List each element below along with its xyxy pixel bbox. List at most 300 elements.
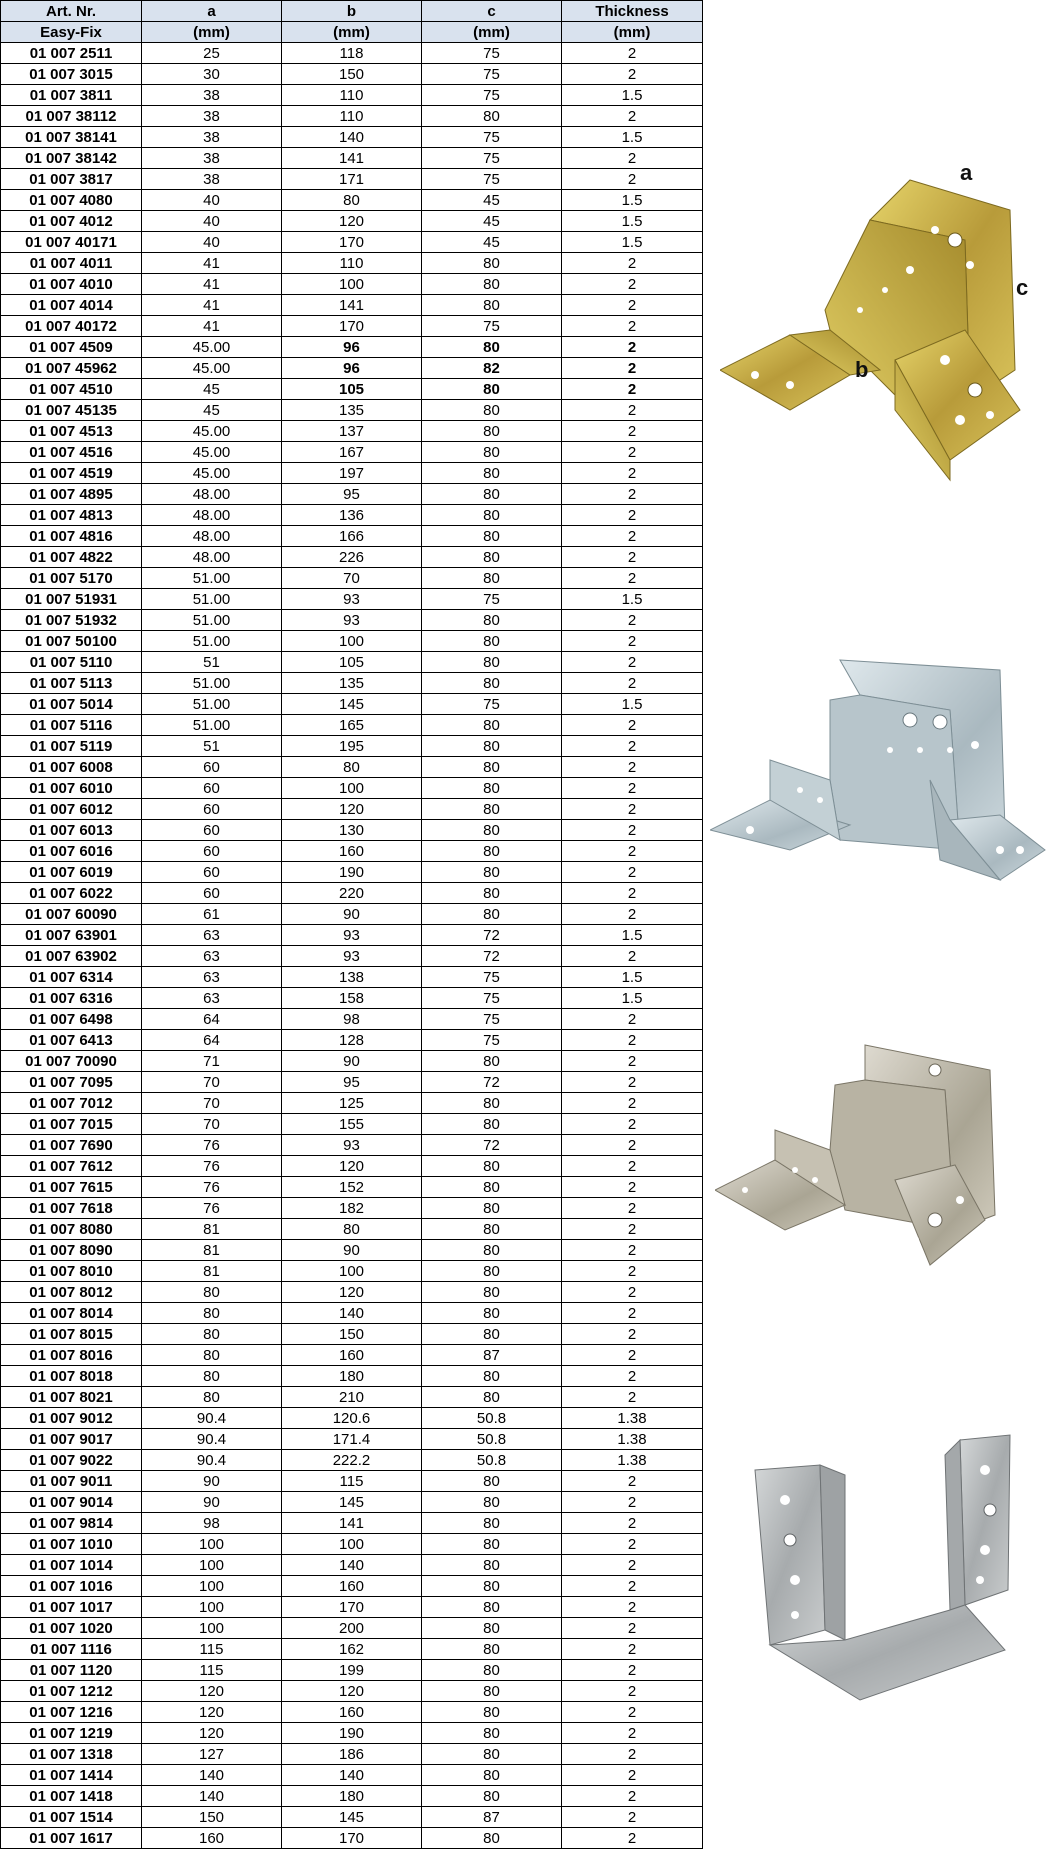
cell-b: 70	[282, 568, 422, 589]
cell-c: 80	[422, 1177, 562, 1198]
cell-a: 61	[142, 904, 282, 925]
cell-a: 51	[142, 652, 282, 673]
table-row	[1, 1303, 703, 1324]
cell-thickness: 2	[562, 505, 703, 526]
cell-a: 60	[142, 778, 282, 799]
cell-c: 80	[422, 841, 562, 862]
cell-a: 140	[142, 1786, 282, 1807]
cell-a: 115	[142, 1660, 282, 1681]
header-art-nr: Art. Nr.	[1, 1, 142, 22]
table-row	[1, 526, 703, 547]
table-row	[1, 274, 703, 295]
cell-art-nr: 01 007 1212	[1, 1681, 142, 1702]
cell-c: 80	[422, 526, 562, 547]
cell-art-nr: 01 007 8080	[1, 1219, 142, 1240]
cell-art-nr: 01 007 4509	[1, 337, 142, 358]
cell-art-nr: 01 007 1617	[1, 1828, 142, 1849]
table-row	[1, 568, 703, 589]
cell-thickness: 2	[562, 421, 703, 442]
cell-art-nr: 01 007 8016	[1, 1345, 142, 1366]
cell-b: 120	[282, 1156, 422, 1177]
cell-art-nr: 01 007 4813	[1, 505, 142, 526]
cell-b: 182	[282, 1198, 422, 1219]
cell-b: 190	[282, 862, 422, 883]
cell-a: 41	[142, 316, 282, 337]
cell-b: 140	[282, 1303, 422, 1324]
cell-art-nr: 01 007 4080	[1, 190, 142, 211]
cell-thickness: 2	[562, 1744, 703, 1765]
cell-b: 110	[282, 106, 422, 127]
cell-thickness: 2	[562, 1114, 703, 1135]
cell-b: 220	[282, 883, 422, 904]
cell-b: 141	[282, 1513, 422, 1534]
cell-thickness: 2	[562, 1219, 703, 1240]
cell-a: 63	[142, 967, 282, 988]
cell-c: 80	[422, 1366, 562, 1387]
cell-art-nr: 01 007 6498	[1, 1009, 142, 1030]
cell-a: 90.4	[142, 1450, 282, 1471]
cell-b: 135	[282, 400, 422, 421]
table-row	[1, 1240, 703, 1261]
cell-b: 120	[282, 211, 422, 232]
cell-art-nr: 01 007 38141	[1, 127, 142, 148]
cell-c: 75	[422, 967, 562, 988]
cell-thickness: 2	[562, 253, 703, 274]
cell-a: 80	[142, 1303, 282, 1324]
table-row	[1, 1786, 703, 1807]
cell-thickness: 1.5	[562, 589, 703, 610]
cell-a: 51.00	[142, 568, 282, 589]
cell-b: 199	[282, 1660, 422, 1681]
table-row	[1, 442, 703, 463]
cell-art-nr: 01 007 4519	[1, 463, 142, 484]
cell-c: 80	[422, 673, 562, 694]
cell-a: 45.00	[142, 358, 282, 379]
cell-art-nr: 01 007 1514	[1, 1807, 142, 1828]
header-easy-fix: Easy-Fix	[1, 22, 142, 43]
cell-c: 80	[422, 253, 562, 274]
cell-a: 60	[142, 799, 282, 820]
table-row	[1, 1723, 703, 1744]
cell-art-nr: 01 007 40171	[1, 232, 142, 253]
cell-a: 81	[142, 1261, 282, 1282]
table-row	[1, 1744, 703, 1765]
cell-b: 158	[282, 988, 422, 1009]
spec-table-body	[1, 1, 703, 1849]
cell-b: 100	[282, 1534, 422, 1555]
header-unit-c: (mm)	[422, 22, 562, 43]
cell-b: 160	[282, 1576, 422, 1597]
cell-b: 90	[282, 904, 422, 925]
label-c: c	[1016, 275, 1029, 300]
cell-b: 170	[282, 1828, 422, 1849]
cell-c: 80	[422, 778, 562, 799]
cell-art-nr: 01 007 1120	[1, 1660, 142, 1681]
table-row	[1, 841, 703, 862]
table-row	[1, 1114, 703, 1135]
cell-a: 76	[142, 1177, 282, 1198]
cell-b: 100	[282, 631, 422, 652]
cell-c: 50.8	[422, 1429, 562, 1450]
cell-thickness: 2	[562, 1660, 703, 1681]
cell-c: 80	[422, 862, 562, 883]
cell-b: 105	[282, 379, 422, 400]
cell-thickness: 2	[562, 841, 703, 862]
cell-a: 100	[142, 1618, 282, 1639]
cell-thickness: 2	[562, 1765, 703, 1786]
cell-thickness: 2	[562, 1366, 703, 1387]
cell-art-nr: 01 007 7615	[1, 1177, 142, 1198]
table-row	[1, 820, 703, 841]
cell-thickness: 2	[562, 358, 703, 379]
table-row	[1, 988, 703, 1009]
cell-a: 45.00	[142, 337, 282, 358]
cell-c: 80	[422, 1639, 562, 1660]
cell-a: 48.00	[142, 505, 282, 526]
table-row	[1, 967, 703, 988]
cell-c: 80	[422, 736, 562, 757]
cell-thickness: 1.5	[562, 211, 703, 232]
cell-art-nr: 01 007 9022	[1, 1450, 142, 1471]
cell-thickness: 2	[562, 1807, 703, 1828]
table-row	[1, 1093, 703, 1114]
cell-b: 93	[282, 1135, 422, 1156]
table-row	[1, 1471, 703, 1492]
cell-a: 63	[142, 925, 282, 946]
cell-a: 51.00	[142, 610, 282, 631]
cell-art-nr: 01 007 2511	[1, 43, 142, 64]
table-row	[1, 1555, 703, 1576]
cell-art-nr: 01 007 63901	[1, 925, 142, 946]
cell-b: 155	[282, 1114, 422, 1135]
table-row	[1, 799, 703, 820]
cell-a: 120	[142, 1723, 282, 1744]
table-row	[1, 1198, 703, 1219]
cell-art-nr: 01 007 4012	[1, 211, 142, 232]
cell-thickness: 2	[562, 1135, 703, 1156]
cell-art-nr: 01 007 1414	[1, 1765, 142, 1786]
cell-b: 140	[282, 1765, 422, 1786]
table-row	[1, 1429, 703, 1450]
cell-thickness: 2	[562, 1828, 703, 1849]
cell-thickness: 2	[562, 1324, 703, 1345]
cell-b: 118	[282, 43, 422, 64]
cell-thickness: 2	[562, 547, 703, 568]
cell-c: 80	[422, 1198, 562, 1219]
cell-c: 80	[422, 1282, 562, 1303]
cell-a: 40	[142, 211, 282, 232]
cell-c: 80	[422, 379, 562, 400]
cell-b: 100	[282, 1261, 422, 1282]
cell-b: 160	[282, 1345, 422, 1366]
cell-b: 110	[282, 85, 422, 106]
table-row	[1, 211, 703, 232]
cell-art-nr: 01 007 6012	[1, 799, 142, 820]
cell-thickness: 2	[562, 1681, 703, 1702]
cell-thickness: 1.38	[562, 1408, 703, 1429]
cell-c: 87	[422, 1345, 562, 1366]
cell-art-nr: 01 007 7612	[1, 1156, 142, 1177]
table-row	[1, 127, 703, 148]
cell-art-nr: 01 007 9017	[1, 1429, 142, 1450]
joist-hanger-galvanised-image	[750, 1430, 1020, 1720]
cell-thickness: 2	[562, 736, 703, 757]
cell-c: 80	[422, 1303, 562, 1324]
cell-art-nr: 01 007 45135	[1, 400, 142, 421]
cell-a: 76	[142, 1156, 282, 1177]
cell-art-nr: 01 007 7690	[1, 1135, 142, 1156]
cell-c: 72	[422, 946, 562, 967]
cell-a: 127	[142, 1744, 282, 1765]
cell-b: 120	[282, 1282, 422, 1303]
table-row	[1, 1576, 703, 1597]
cell-art-nr: 01 007 1016	[1, 1576, 142, 1597]
cell-c: 80	[422, 1702, 562, 1723]
cell-thickness: 2	[562, 379, 703, 400]
cell-art-nr: 01 007 6016	[1, 841, 142, 862]
cell-b: 80	[282, 190, 422, 211]
cell-b: 93	[282, 946, 422, 967]
cell-a: 70	[142, 1072, 282, 1093]
cell-art-nr: 01 007 38112	[1, 106, 142, 127]
table-row	[1, 1597, 703, 1618]
cell-art-nr: 01 007 4014	[1, 295, 142, 316]
cell-art-nr: 01 007 4816	[1, 526, 142, 547]
joist-hanger-steel-image	[715, 1040, 1015, 1280]
table-row	[1, 652, 703, 673]
cell-b: 200	[282, 1618, 422, 1639]
cell-art-nr: 01 007 3817	[1, 169, 142, 190]
cell-art-nr: 01 007 1219	[1, 1723, 142, 1744]
cell-a: 71	[142, 1051, 282, 1072]
table-row	[1, 43, 703, 64]
cell-art-nr: 01 007 4516	[1, 442, 142, 463]
cell-art-nr: 01 007 8021	[1, 1387, 142, 1408]
cell-c: 80	[422, 547, 562, 568]
label-a: a	[960, 160, 973, 185]
cell-a: 80	[142, 1345, 282, 1366]
cell-c: 80	[422, 1576, 562, 1597]
cell-c: 75	[422, 127, 562, 148]
cell-c: 72	[422, 1135, 562, 1156]
cell-c: 45	[422, 190, 562, 211]
cell-thickness: 2	[562, 757, 703, 778]
table-row	[1, 904, 703, 925]
cell-thickness: 1.5	[562, 85, 703, 106]
cell-thickness: 2	[562, 1471, 703, 1492]
table-row	[1, 694, 703, 715]
cell-a: 60	[142, 883, 282, 904]
cell-art-nr: 01 007 9011	[1, 1471, 142, 1492]
cell-thickness: 2	[562, 862, 703, 883]
table-row	[1, 1219, 703, 1240]
cell-b: 140	[282, 127, 422, 148]
cell-art-nr: 01 007 4510	[1, 379, 142, 400]
cell-art-nr: 01 007 1017	[1, 1597, 142, 1618]
cell-art-nr: 01 007 4010	[1, 274, 142, 295]
cell-thickness: 2	[562, 148, 703, 169]
cell-b: 100	[282, 274, 422, 295]
cell-c: 80	[422, 1093, 562, 1114]
table-row	[1, 1765, 703, 1786]
header-row-units	[1, 22, 703, 43]
cell-b: 120	[282, 1681, 422, 1702]
cell-a: 41	[142, 274, 282, 295]
table-row	[1, 715, 703, 736]
cell-c: 80	[422, 421, 562, 442]
table-row	[1, 1135, 703, 1156]
table-row	[1, 1282, 703, 1303]
cell-a: 76	[142, 1198, 282, 1219]
cell-art-nr: 01 007 1418	[1, 1786, 142, 1807]
cell-b: 138	[282, 967, 422, 988]
cell-b: 190	[282, 1723, 422, 1744]
cell-b: 145	[282, 694, 422, 715]
cell-art-nr: 01 007 5116	[1, 715, 142, 736]
cell-c: 80	[422, 1723, 562, 1744]
cell-art-nr: 01 007 63902	[1, 946, 142, 967]
table-row	[1, 862, 703, 883]
cell-c: 80	[422, 715, 562, 736]
cell-thickness: 2	[562, 1051, 703, 1072]
table-row	[1, 1618, 703, 1639]
cell-thickness: 2	[562, 820, 703, 841]
cell-a: 48.00	[142, 484, 282, 505]
cell-b: 145	[282, 1492, 422, 1513]
cell-thickness: 2	[562, 106, 703, 127]
cell-b: 93	[282, 610, 422, 631]
table-row	[1, 1072, 703, 1093]
header-c: c	[422, 1, 562, 22]
cell-c: 80	[422, 1051, 562, 1072]
cell-thickness: 2	[562, 1723, 703, 1744]
cell-b: 120.6	[282, 1408, 422, 1429]
cell-thickness: 2	[562, 1177, 703, 1198]
cell-art-nr: 01 007 1010	[1, 1534, 142, 1555]
table-row	[1, 1261, 703, 1282]
joist-hanger-gold-image	[720, 160, 1040, 490]
cell-art-nr: 01 007 9814	[1, 1513, 142, 1534]
cell-art-nr: 01 007 1216	[1, 1702, 142, 1723]
cell-art-nr: 01 007 3015	[1, 64, 142, 85]
table-row	[1, 1534, 703, 1555]
cell-a: 80	[142, 1387, 282, 1408]
cell-b: 135	[282, 673, 422, 694]
cell-a: 90.4	[142, 1408, 282, 1429]
cell-c: 80	[422, 295, 562, 316]
table-row	[1, 1681, 703, 1702]
label-b: b	[855, 357, 869, 382]
cell-c: 80	[422, 610, 562, 631]
cell-c: 80	[422, 631, 562, 652]
cell-a: 38	[142, 148, 282, 169]
cell-thickness: 2	[562, 883, 703, 904]
cell-a: 81	[142, 1219, 282, 1240]
cell-art-nr: 01 007 8014	[1, 1303, 142, 1324]
table-row	[1, 1030, 703, 1051]
cell-c: 80	[422, 1555, 562, 1576]
cell-a: 90	[142, 1492, 282, 1513]
cell-b: 90	[282, 1051, 422, 1072]
cell-thickness: 2	[562, 1198, 703, 1219]
cell-c: 75	[422, 85, 562, 106]
cell-b: 95	[282, 1072, 422, 1093]
cell-c: 80	[422, 757, 562, 778]
cell-c: 80	[422, 799, 562, 820]
cell-art-nr: 01 007 6314	[1, 967, 142, 988]
table-row	[1, 547, 703, 568]
cell-b: 150	[282, 1324, 422, 1345]
cell-art-nr: 01 007 51931	[1, 589, 142, 610]
cell-a: 90	[142, 1471, 282, 1492]
table-row	[1, 190, 703, 211]
cell-thickness: 2	[562, 799, 703, 820]
cell-c: 82	[422, 358, 562, 379]
cell-a: 51.00	[142, 589, 282, 610]
cell-a: 115	[142, 1639, 282, 1660]
cell-thickness: 2	[562, 526, 703, 547]
cell-c: 80	[422, 1219, 562, 1240]
cell-thickness: 2	[562, 274, 703, 295]
cell-thickness: 2	[562, 1387, 703, 1408]
cell-a: 80	[142, 1282, 282, 1303]
cell-b: 171.4	[282, 1429, 422, 1450]
cell-c: 80	[422, 1513, 562, 1534]
table-row	[1, 1387, 703, 1408]
cell-b: 165	[282, 715, 422, 736]
cell-c: 80	[422, 1681, 562, 1702]
cell-thickness: 2	[562, 1492, 703, 1513]
cell-c: 80	[422, 1261, 562, 1282]
cell-thickness: 1.5	[562, 925, 703, 946]
cell-a: 25	[142, 43, 282, 64]
cell-c: 80	[422, 505, 562, 526]
cell-a: 51.00	[142, 694, 282, 715]
cell-b: 160	[282, 841, 422, 862]
cell-c: 80	[422, 1387, 562, 1408]
cell-b: 105	[282, 652, 422, 673]
cell-c: 75	[422, 589, 562, 610]
table-row	[1, 1492, 703, 1513]
cell-thickness: 2	[562, 946, 703, 967]
cell-a: 90.4	[142, 1429, 282, 1450]
cell-c: 75	[422, 694, 562, 715]
table-row	[1, 85, 703, 106]
header-unit-a: (mm)	[142, 22, 282, 43]
cell-b: 152	[282, 1177, 422, 1198]
cell-c: 80	[422, 106, 562, 127]
cell-c: 80	[422, 1660, 562, 1681]
table-row	[1, 1513, 703, 1534]
cell-a: 51.00	[142, 715, 282, 736]
cell-art-nr: 01 007 6413	[1, 1030, 142, 1051]
cell-thickness: 2	[562, 715, 703, 736]
cell-thickness: 2	[562, 1702, 703, 1723]
cell-art-nr: 01 007 8012	[1, 1282, 142, 1303]
cell-thickness: 2	[562, 484, 703, 505]
header-a: a	[142, 1, 282, 22]
cell-a: 60	[142, 841, 282, 862]
cell-thickness: 2	[562, 400, 703, 421]
table-row	[1, 673, 703, 694]
table-row	[1, 736, 703, 757]
cell-art-nr: 01 007 6316	[1, 988, 142, 1009]
cell-thickness: 2	[562, 1597, 703, 1618]
cell-c: 50.8	[422, 1408, 562, 1429]
table-row	[1, 1156, 703, 1177]
cell-art-nr: 01 007 5170	[1, 568, 142, 589]
cell-a: 41	[142, 295, 282, 316]
